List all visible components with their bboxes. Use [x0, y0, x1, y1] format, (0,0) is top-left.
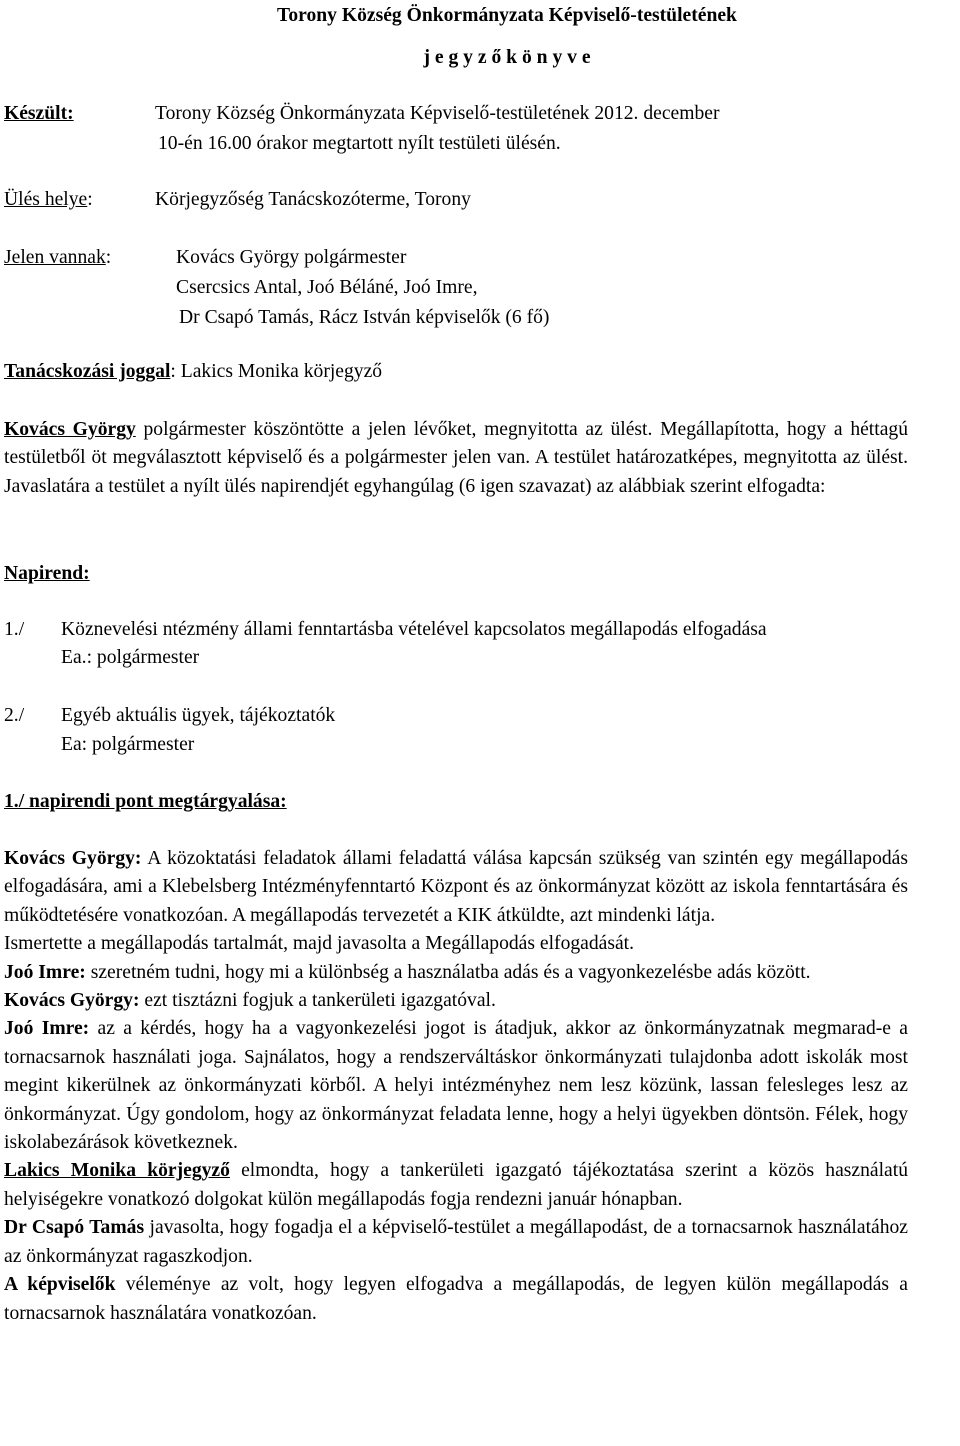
speaker-name: Kovács György: — [4, 848, 142, 869]
speaker-name: Dr Csapó Tamás — [4, 1217, 145, 1239]
paragraph-text: szeretném tudni, hogy mi a különbség a használatba adás és a vagyonkezelésbe adás között. — [85, 961, 811, 983]
document-title: Torony Község Önkormányzata Képviselő-testületének — [277, 5, 737, 26]
paragraph-text: javasolta, hogy fogadja el a képviselő-testület a megállapodást, de a tornacsarnok használatához az önkormányzat ragaszkodjon. — [4, 1217, 908, 1267]
paragraph-text: az a kérdés, hogy ha a vagyonkezelési jogot is átadjuk, akkor az önkormányzatnak megmarad-e a tornacsarnok használati joga. Sajnálatos, hogy a rendszerváltáskor önkormányzati tulajdonba adott iskolák most megint kikerülnek az önkormányzati körből. A helyi intézményhez nem lesz közünk, lassan felesleges lesz az önkormányzat. Úgy gondolom, hogy az önkormányzat feladata lenne, hogy a helyi ügyekben döntsön. Félek, hogy iskolabezárások következnek. — [4, 1018, 908, 1154]
speaker-name: A képviselők — [4, 1274, 116, 1296]
paragraph-text: A közoktatási feladatok állami feladattá válása kapcsán szükség van szintén egy megállapodás elfogadására, ami a Klebelsberg Intézményfenntartó Központ és az önkormányzat között az iskola fenntartására és működtetésére vonatkozóan. A megállapodás tervezetét a KIK átküldte, azt mindenki látja. — [4, 848, 908, 926]
speaker-name: Joó Imre: — [4, 961, 86, 983]
napirend-item-number: 1./ — [4, 619, 25, 640]
speaker-name: Lakics Monika körjegyző — [4, 1160, 230, 1182]
discussion-paragraph — [4, 845, 908, 930]
paragraph-text: ezt tisztázni fogjuk a tankerületi igazgatóval. — [139, 990, 496, 1012]
document-subtitle: j e g y z ő k ö n y v e — [423, 47, 591, 68]
napirend-item-ea: Ea.: polgármester — [61, 647, 200, 668]
napirend-item-text: Köznevelési ntézmény állami fenntartásba vételével kapcsolatos megállapodás elfogadása — [61, 619, 767, 640]
napirend-item-ea: Ea: polgármester — [61, 734, 195, 755]
opening-paragraph — [4, 416, 908, 501]
tanacskozasi-line: Tanácskozási joggal: Lakics Monika körjegyző — [4, 361, 383, 382]
discussion-paragraph — [4, 1157, 908, 1214]
napirend-heading: Napirend: — [4, 563, 90, 584]
tanacskozasi-label: Tanácskozási joggal — [4, 361, 171, 382]
discussion-paragraph — [4, 1271, 908, 1328]
tanacskozasi-value: Lakics Monika körjegyző — [180, 361, 383, 382]
jelen-line3: Dr Csapó Tamás, Rácz István képviselők (6 fő) — [179, 307, 550, 328]
discussion-paragraph — [4, 1015, 908, 1157]
discussion-paragraph — [4, 987, 908, 1015]
section1-body — [4, 845, 908, 1328]
napirend-item-text: Egyéb aktuális ügyek, tájékoztatók — [61, 705, 336, 726]
paragraph-text: elmondta, hogy a tankerületi igazgató tájékoztatása szerint a közös használatú helyiségekre vonatkozó dolgokat külön megállapodás fogja rendezni január hónapban. — [4, 1160, 908, 1210]
discussion-paragraph — [4, 959, 908, 987]
opening-speaker: Kovács György — [4, 419, 136, 440]
ules-label: Ülés helye: — [4, 189, 93, 210]
jelen-line2: Csercsics Antal, Joó Béláné, Joó Imre, — [176, 277, 478, 298]
opening-text: polgármester köszöntötte a jelen lévőket, megnyitotta az ülést. Megállapította, hogy a héttagú testületből öt megválasztott képviselő és a polgármester jelen van. A testület határozatképes, megnyitotta az ülést. Javaslatára a testület a nyílt ülés napirendjét egyhangúlag (6 igen szavazat) az alábbiak szerint elfogadta: — [4, 419, 908, 497]
ules-value: Körjegyzőség Tanácskozóterme, Torony — [155, 189, 471, 210]
discussion-paragraph — [4, 1214, 908, 1271]
discussion-paragraph — [4, 930, 908, 958]
section1-heading: 1./ napirendi pont megtárgyalása: — [4, 791, 287, 812]
keszult-line2: 10-én 16.00 órakor megtartott nyílt testületi ülésén. — [158, 133, 561, 154]
speaker-name: Joó Imre: — [4, 1018, 90, 1040]
paragraph-text: Ismertette a megállapodás tartalmát, majd javasolta a Megállapodás elfogadását. — [4, 933, 635, 955]
speaker-name: Kovács György: — [4, 990, 140, 1012]
napirend-item-number: 2./ — [4, 705, 25, 726]
keszult-label: Készült: — [4, 103, 74, 124]
keszult-line1: Torony Község Önkormányzata Képviselő-testületének 2012. december — [155, 103, 720, 124]
paragraph-text: véleménye az volt, hogy legyen elfogadva a megállapodás, de legyen külön megállapodás a tornacsarnok használatára vonatkozóan. — [4, 1274, 908, 1324]
jelen-label: Jelen vannak: — [4, 247, 112, 268]
jelen-line1: Kovács György polgármester — [176, 247, 407, 268]
